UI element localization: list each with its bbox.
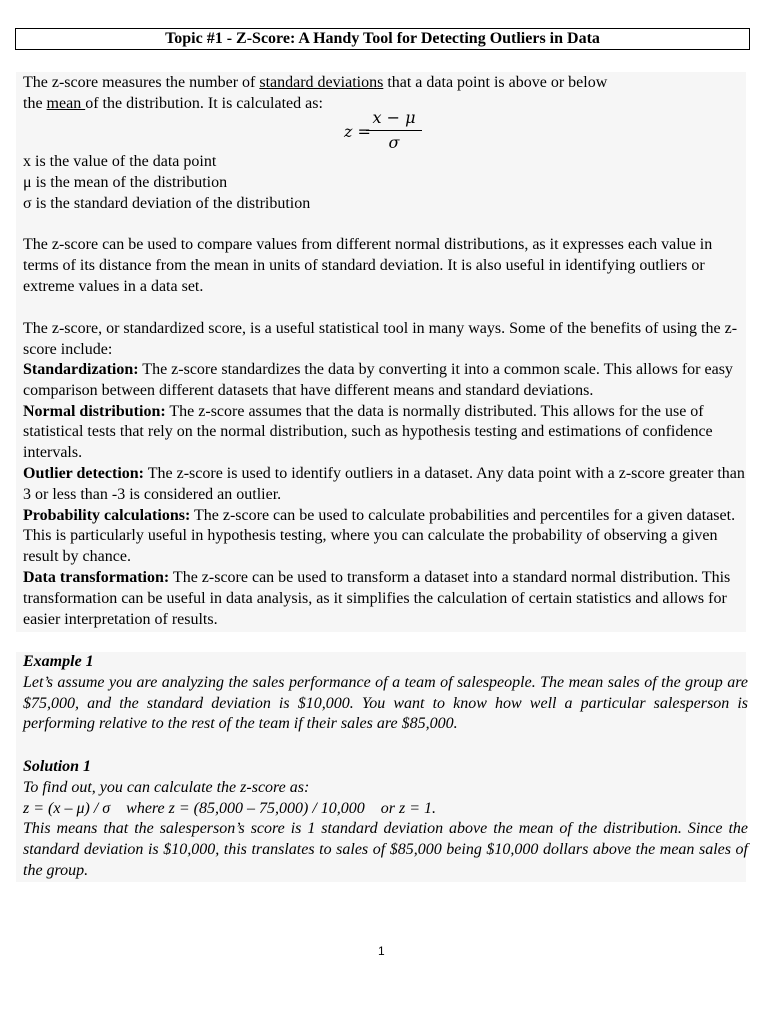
formula-denominator: σ <box>388 133 400 152</box>
mean-link[interactable]: mean <box>46 94 86 112</box>
benefit-text: The z-score standardizes the data by converting it into a common scale. This allows for easy comparison between different datasets that have different means and standard deviations. <box>23 361 733 399</box>
benefits-intro-paragraph: The z-score, or standardized score, is a useful statistical tool in many ways. Some of the benefits of using the z-score include: <box>23 320 738 358</box>
intro-text: the <box>23 94 47 112</box>
example-heading-text: Example 1 <box>23 653 94 670</box>
benefit-text: The z-score assumes that the data is normally distributed. This allows for the use of statistical tests that rely on the normal distribution, such as hypothesis testing and estimations of confidence intervals. <box>23 402 713 462</box>
page-title: Topic #1 - Z-Score: A Handy Tool for Detecting Outliers in Data <box>15 28 750 50</box>
formula-numerator: x − μ <box>372 108 416 127</box>
page-number: 1 <box>378 944 385 958</box>
solution-heading <box>23 757 748 778</box>
benefit-outlier-detection <box>23 464 748 506</box>
example-section <box>23 652 748 735</box>
intro-text: that a data point is above or below <box>383 74 608 91</box>
compare-paragraph: The z-score can be used to compare values from different normal distributions, as it expresses each value in terms of its distance from the mean in units of standard deviation. It is also useful in identifying outliers or extreme values in a data set. <box>23 236 713 295</box>
benefit-probability-calculations <box>23 506 748 568</box>
definition-item: μ is the mean of the distribution <box>23 173 228 191</box>
benefit-text: The z-score is used to identify outliers in a dataset. Any data point with a z-score greater than 3 or less than -3 is considered an outlier. <box>23 464 745 503</box>
fraction-bar <box>366 130 422 131</box>
benefit-term: Normal distribution: <box>23 402 166 420</box>
benefit-term: Probability calculations: <box>23 506 191 524</box>
example-heading <box>23 652 748 673</box>
benefit-data-transformation <box>23 568 748 630</box>
benefit-text: The z-score can be used to transform a dataset into a standard normal distribution. This transformation can be useful in data analysis, as it simplifies the calculation of certain statistics and allows for easier interpretation of results. <box>23 568 731 628</box>
formula-fraction <box>366 108 422 153</box>
solution-text: This means that the salesperson’s score is 1 standard deviation above the mean of the distribution. Since the standard deviation is $10,000, this translates to sales of $85,000 being $10,000 dollars above the mean sales of the group. <box>23 820 748 879</box>
benefit-term: Outlier detection: <box>23 464 145 482</box>
benefit-text: The z-score can be used to calculate probabilities and percentiles for a given dataset. This is particularly useful in hypothesis testing, where you can calculate the probability of observing a given result by chance. <box>23 506 736 566</box>
solution-line-1: To find out, you can calculate the z-score as: <box>23 778 310 796</box>
benefits-list <box>23 360 748 630</box>
intro-text: of the distribution. It is calculated as: <box>85 94 323 112</box>
intro-text: The z-score measures the number of <box>23 74 260 91</box>
benefit-term: Data transformation: <box>23 568 170 586</box>
solution-line-2: z = (x – μ) / σ where z = (85,000 – 75,000) / 10,000 or z = 1. <box>23 799 437 817</box>
benefit-normal-distribution <box>23 402 748 464</box>
definitions-list <box>23 152 748 214</box>
example-text: Let’s assume you are analyzing the sales performance of a team of salespeople. The mean sales of the group are $75,000, and the standard deviation is $10,000. You want to know how well a particular salesperson is performing relative to the rest of the team if their sales are $85,000. <box>23 673 748 733</box>
formula-lhs: z = <box>344 122 371 141</box>
solution-section <box>23 757 748 882</box>
standard-deviations-link[interactable]: standard deviations <box>259 74 384 91</box>
benefit-standardization <box>23 360 748 402</box>
definition-item: x is the value of the data point <box>23 153 217 170</box>
solution-heading-text: Solution 1 <box>23 758 92 775</box>
benefit-term: Standardization: <box>23 361 139 378</box>
definition-item: σ is the standard deviation of the distribution <box>23 194 311 212</box>
